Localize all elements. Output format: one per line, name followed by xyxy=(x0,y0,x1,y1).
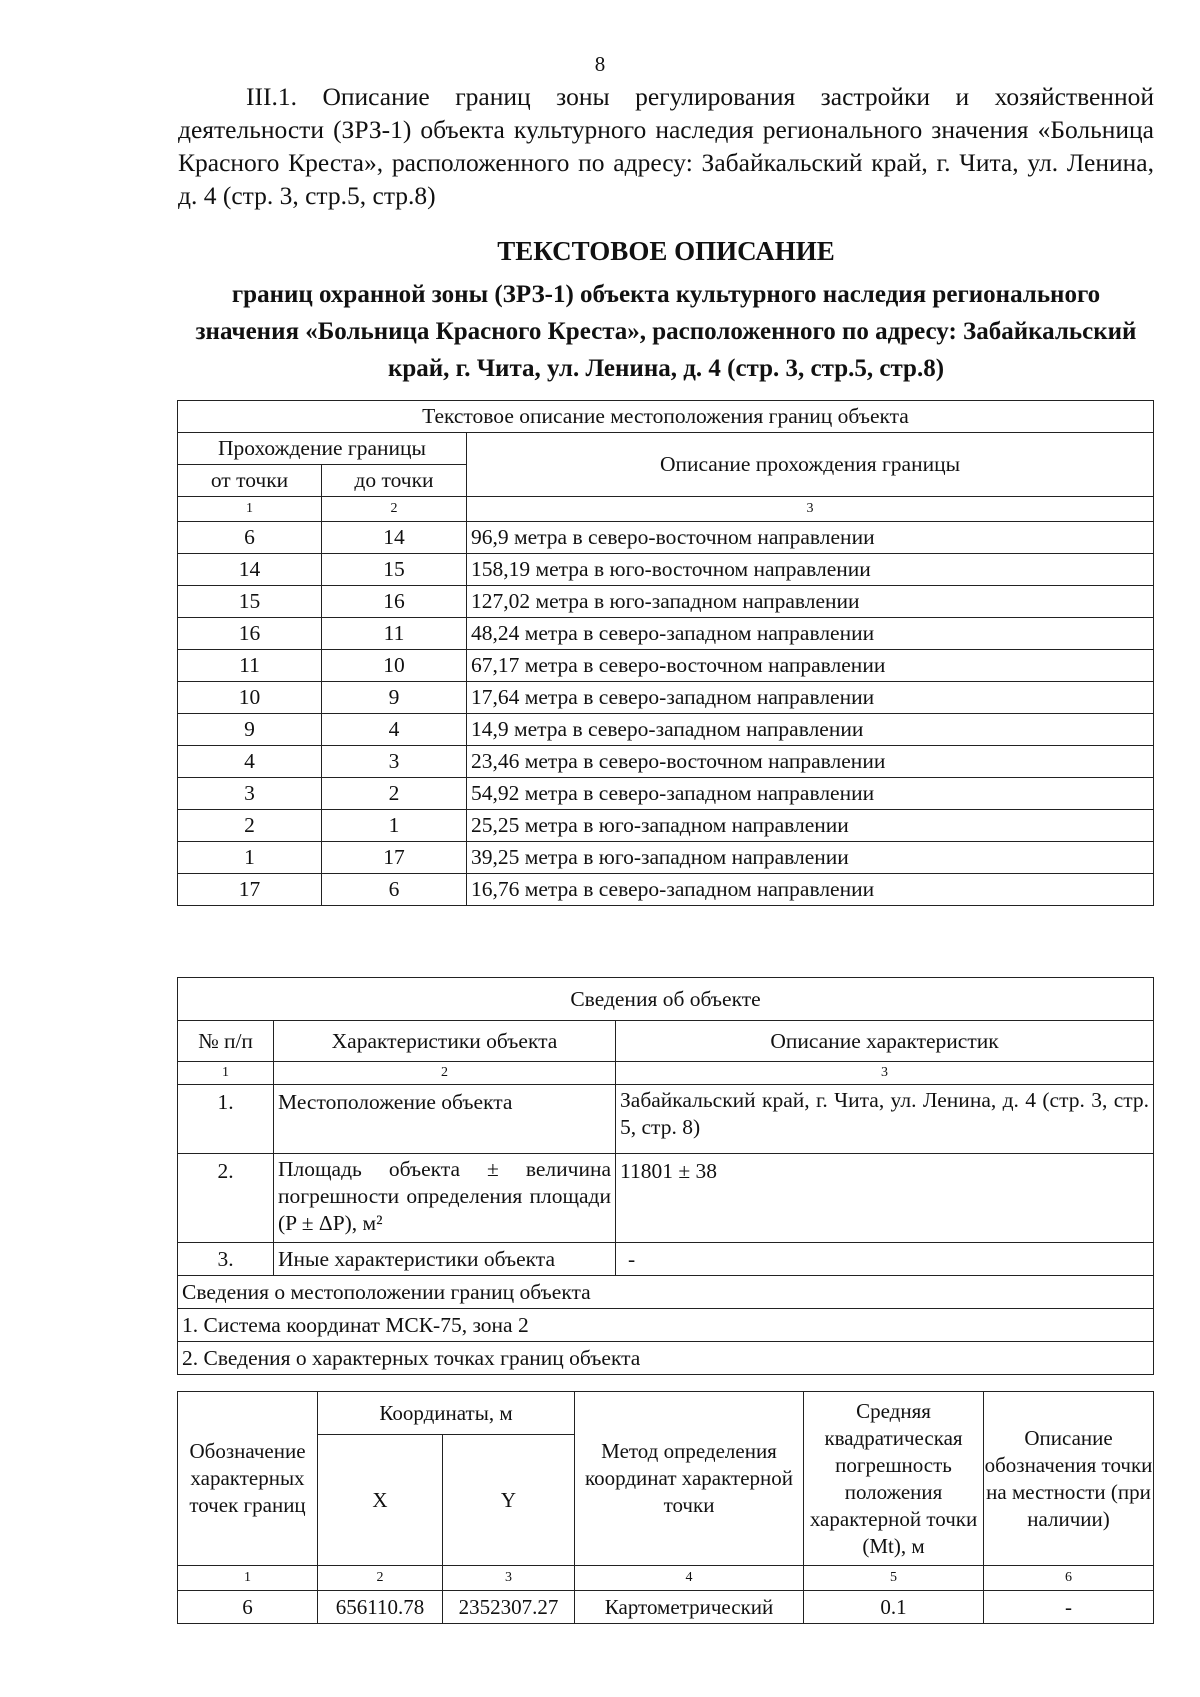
table-row xyxy=(178,1154,1154,1243)
table-row xyxy=(178,650,1154,682)
boundary-description-table xyxy=(177,400,1154,906)
object-row-name: Местоположение объекта xyxy=(274,1085,616,1154)
table-row xyxy=(178,618,1154,650)
point-error: 0.1 xyxy=(804,1591,984,1624)
column-number: 3 xyxy=(467,497,1154,522)
point-description: - xyxy=(984,1591,1154,1624)
to-point: 6 xyxy=(322,874,467,906)
object-header-characteristics: Характеристики объекта xyxy=(274,1021,616,1062)
column-number: 3 xyxy=(616,1062,1154,1085)
to-point: 1 xyxy=(322,810,467,842)
boundary-to-header: до точки xyxy=(322,465,467,497)
boundary-from-header: от точки xyxy=(178,465,322,497)
coordinate-system: 1. Система координат МСК-75, зона 2 xyxy=(178,1309,1154,1342)
coordinates-header: Координаты, м xyxy=(318,1392,575,1435)
segment-description: 54,92 метра в северо-западном направлении xyxy=(467,778,1154,810)
from-point: 14 xyxy=(178,554,322,586)
to-point: 10 xyxy=(322,650,467,682)
to-point: 15 xyxy=(322,554,467,586)
segment-description: 127,02 метра в юго-западном направлении xyxy=(467,586,1154,618)
object-row-number: 2. xyxy=(178,1154,274,1243)
method-header: Метод определения координат характерной точки xyxy=(575,1392,804,1566)
document-subtitle: границ охранной зоны (ЗРЗ-1) объекта культурного наследия регионального значения «Больница Красного Креста», расположенного по адресу: Забайкальский край, г. Чита, ул. Ленина, д. 4 (стр. 3, стр.5, стр.8) xyxy=(195,281,1137,382)
object-table-caption: Сведения об объекте xyxy=(178,978,1154,1021)
segment-description: 16,76 метра в северо-западном направлении xyxy=(467,874,1154,906)
segment-description: 23,46 метра в северо-восточном направлении xyxy=(467,746,1154,778)
to-point: 9 xyxy=(322,682,467,714)
intro-paragraph: III.1. Описание границ зоны регулирования застройки и хозяйственной деятельности (ЗРЗ-1) объекта культурного наследия регионального значения «Больница Красного Креста», расположенного по адресу: Забайкальский край, г. Чита, ул. Ленина, д. 4 (стр. 3, стр.5, стр.8) xyxy=(178,82,1154,210)
object-row-value: Забайкальский край, г. Чита, ул. Ленина, д. 4 (стр. 3, стр. 5, стр. 8) xyxy=(616,1085,1154,1154)
point-method: Картометрический xyxy=(575,1591,804,1624)
y-header: Y xyxy=(443,1435,575,1566)
points-section-header: 2. Сведения о характерных точках границ объекта xyxy=(178,1342,1154,1375)
table-row xyxy=(178,522,1154,554)
boundary-group-header: Прохождение границы xyxy=(178,433,467,465)
to-point: 14 xyxy=(322,522,467,554)
point-description-header: Описание обозначения точки на местности (при наличии) xyxy=(984,1392,1154,1566)
segment-description: 48,24 метра в северо-западном направлении xyxy=(467,618,1154,650)
column-number: 1 xyxy=(178,1566,318,1591)
column-number: 5 xyxy=(804,1566,984,1591)
table-row xyxy=(178,714,1154,746)
from-point: 10 xyxy=(178,682,322,714)
object-header-description: Описание характеристик xyxy=(616,1021,1154,1062)
table-row xyxy=(178,682,1154,714)
object-info-table xyxy=(177,977,1154,1375)
table-row xyxy=(178,1085,1154,1154)
from-point: 17 xyxy=(178,874,322,906)
table-row xyxy=(178,746,1154,778)
to-point: 11 xyxy=(322,618,467,650)
table-row xyxy=(178,1591,1154,1624)
object-row-number: 3. xyxy=(178,1243,274,1276)
segment-description: 67,17 метра в северо-восточном направлении xyxy=(467,650,1154,682)
object-header-number: № п/п xyxy=(178,1021,274,1062)
segment-description: 25,25 метра в юго-западном направлении xyxy=(467,810,1154,842)
location-section-header: Сведения о местоположении границ объекта xyxy=(178,1276,1154,1309)
table-row xyxy=(178,778,1154,810)
table-row xyxy=(178,810,1154,842)
from-point: 6 xyxy=(178,522,322,554)
point-x: 656110.78 xyxy=(318,1591,443,1624)
point-id: 6 xyxy=(178,1591,318,1624)
boundary-desc-header: Описание прохождения границы xyxy=(467,433,1154,497)
object-row-name: Иные характеристики объекта xyxy=(274,1243,616,1276)
column-number: 2 xyxy=(322,497,467,522)
to-point: 16 xyxy=(322,586,467,618)
from-point: 9 xyxy=(178,714,322,746)
to-point: 2 xyxy=(322,778,467,810)
to-point: 3 xyxy=(322,746,467,778)
object-row-value: - xyxy=(616,1243,1154,1276)
segment-description: 17,64 метра в северо-западном направлении xyxy=(467,682,1154,714)
column-number: 1 xyxy=(178,1062,274,1085)
object-row-number: 1. xyxy=(178,1085,274,1154)
table-row xyxy=(178,586,1154,618)
table-row xyxy=(178,842,1154,874)
boundary-table-caption: Текстовое описание местоположения границ объекта xyxy=(178,401,1154,433)
from-point: 4 xyxy=(178,746,322,778)
column-number: 6 xyxy=(984,1566,1154,1591)
from-point: 2 xyxy=(178,810,322,842)
segment-description: 14,9 метра в северо-западном направлении xyxy=(467,714,1154,746)
designation-header: Обозначение характерных точек границ xyxy=(178,1392,318,1566)
table-row xyxy=(178,874,1154,906)
from-point: 1 xyxy=(178,842,322,874)
point-y: 2352307.27 xyxy=(443,1591,575,1624)
from-point: 16 xyxy=(178,618,322,650)
segment-description: 96,9 метра в северо-восточном направлении xyxy=(467,522,1154,554)
segment-description: 39,25 метра в юго-западном направлении xyxy=(467,842,1154,874)
column-number: 3 xyxy=(443,1566,575,1591)
object-row-value: 11801 ± 38 xyxy=(616,1154,1154,1243)
table-row xyxy=(178,554,1154,586)
document-title: ТЕКСТОВОЕ ОПИСАНИЕ xyxy=(497,236,835,266)
from-point: 11 xyxy=(178,650,322,682)
object-row-name: Площадь объекта ± величина погрешности определения площади (P ± ΔP), м² xyxy=(274,1154,616,1243)
column-number: 4 xyxy=(575,1566,804,1591)
error-header: Средняя квадратическая погрешность положения характерной точки (Mt), м xyxy=(804,1392,984,1566)
page-number: 8 xyxy=(594,52,606,76)
x-header: X xyxy=(318,1435,443,1566)
to-point: 17 xyxy=(322,842,467,874)
table-row xyxy=(178,1243,1154,1276)
to-point: 4 xyxy=(322,714,467,746)
characteristic-points-table xyxy=(177,1391,1154,1624)
column-number: 2 xyxy=(274,1062,616,1085)
column-number: 1 xyxy=(178,497,322,522)
from-point: 3 xyxy=(178,778,322,810)
from-point: 15 xyxy=(178,586,322,618)
segment-description: 158,19 метра в юго-восточном направлении xyxy=(467,554,1154,586)
column-number: 2 xyxy=(318,1566,443,1591)
